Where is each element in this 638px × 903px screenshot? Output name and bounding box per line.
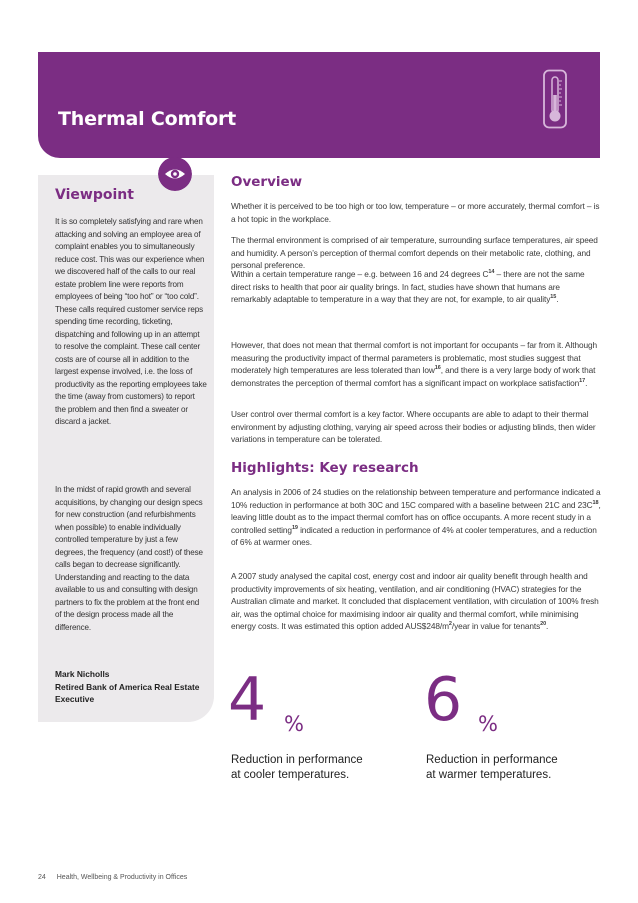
stat-value: 4	[228, 665, 267, 735]
sidebar-author	[55, 668, 205, 706]
sidebar-paragraph-2: In the midst of rapid growth and several acquisitions, by changing our design specs for new construction (and refurbishments when possible) to enable individually controlled temperature by just a few degrees, the frequency (and cost!) of these calls began to decrease significantly. Understanding and reacting to the data available to us and consulting with design partners to fix the problem at the front end of the design process made all the difference.	[55, 485, 203, 632]
stat-label: Reduction in performance at warmer temperatures.	[426, 754, 558, 781]
overview-paragraph-1: Whether it is perceived to be too high or too low, temperature – or more accurately, thermal comfort – is a hot topic in the workplace.	[231, 201, 600, 224]
page-footer	[38, 874, 187, 881]
sidebar-heading: Viewpoint	[55, 187, 134, 203]
highlights-paragraph-1: An analysis in 2006 of 24 studies on the relationship between temperature and performance indicated a 10% reduction in performance at both 30C and 15C compared with a baseline between 21C and $23C^{18}$, leaving little doubt as to the impact thermal comfort has on office occupants. A more recent study in a controlled setting$^{19}$ indicated a reduction in performance of 4% at cooler temperatures, and a reduction of 6% at warmer ones.	[231, 487, 601, 547]
author-role: Retired Bank of America Real Estate Executive	[55, 681, 200, 704]
publication-title: Health, Wellbeing & Productivity in Offices	[56, 874, 188, 881]
highlights-heading: Highlights: Key research	[231, 460, 419, 476]
thermometer-icon	[541, 69, 569, 129]
author-name: Mark Nicholls	[55, 669, 110, 679]
overview-paragraph-4: However, that does not mean that thermal comfort is not important for occupants – far from it. Although measuring the productivity impact of thermal parameters is problematic, most studies suggest that moderately high temperatures are less tolerated than low$^{16}$, and there is a very large body of work that demonstrates the perception of thermal comfort has a significant impact on workplace satisfaction$^{17}$.	[231, 340, 598, 388]
eye-icon	[158, 157, 192, 191]
stat-value: 6	[424, 665, 463, 735]
page-title: Thermal Comfort	[58, 108, 237, 130]
stat-label: Reduction in performance at cooler temperatures.	[231, 754, 363, 781]
overview-paragraph-5: User control over thermal comfort is a key factor. Where occupants are able to adapt to their thermal environment by adjusting clothing, varying air speed across their bodies or adjusting blinds, then wider variations in temperature can be tolerated.	[231, 409, 596, 444]
overview-paragraph-3: Within a certain temperature range – e.g. between 16 and 24 degrees $C^{14}$ – there are not the same direct risks to health that poor air quality brings. In fact, studies have shown that humans are remarkably adaptable to temperature in a way that they are not, for example, to air quality$^{15}$.	[231, 269, 585, 304]
highlights-paragraph-2: A 2007 study analysed the capital cost, energy cost and indoor air quality benefit through health and productivity improvements of six heating, ventilation, and air conditioning (HVAC) strategies for the Australian climate and market. It concluded that displacement ventilation, with circulation of 100% fresh air, was the optimal choice for maximising indoor air quality and thermal comfort, while minimising energy costs. It was estimated this option added $AUS\$248/m^2$/year in value for tenants$^{20}$.	[231, 571, 599, 631]
header-banner	[38, 52, 600, 158]
page-number: 24	[38, 874, 46, 881]
sidebar-paragraph-1: It is so completely satisfying and rare when attacking and solving an employee area of complaint enables you to simultaneously reduce cost. This was our experience when we discovered half of the calls to our real estate problem line were reports from employees of being “too hot” or “too cold”. These calls required customer service reps spending time recording, ticketing, dispatching and following up in an attempt to resolve the complaint. These call center costs are of course all in addition to the largest expense involved, i.e. the loss of productivity as the reporting employees take the time (away from customers) to report the problem and then find a sweater or discard a jacket.	[55, 217, 207, 426]
overview-paragraph-2: The thermal environment is comprised of air temperature, surrounding surface temperatures, air speed and humidity. A person’s perception of thermal comfort depends on their metabolic rate, clothing, and personal preference.	[231, 235, 598, 270]
stat-unit: %	[284, 712, 304, 736]
overview-heading: Overview	[231, 174, 303, 190]
stat-unit: %	[478, 712, 498, 736]
